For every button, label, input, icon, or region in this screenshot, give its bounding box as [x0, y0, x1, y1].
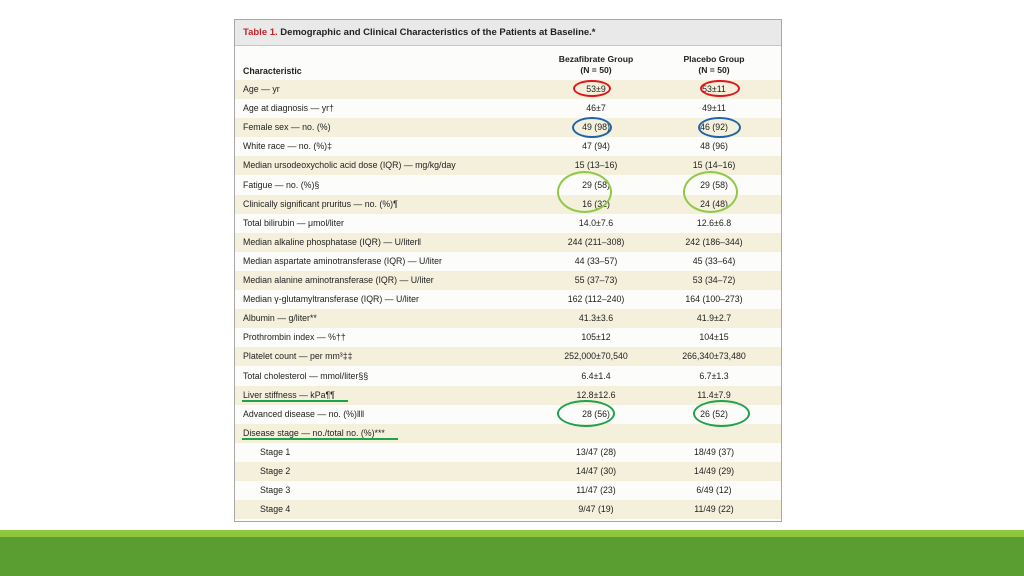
column-header-placebo-name: Placebo Group — [683, 54, 745, 64]
row-label: Female sex — no. (%) — [243, 122, 331, 133]
cell-placebo: 29 (58) — [700, 179, 728, 190]
cell-bezafibrate: 105±12 — [581, 332, 611, 343]
table-title — [235, 20, 781, 46]
table-row — [235, 443, 781, 462]
row-label: Fatigue — no. (%)§ — [243, 179, 320, 190]
table-row — [235, 214, 781, 233]
table-row — [235, 233, 781, 252]
cell-placebo: 53±11 — [702, 84, 726, 94]
table-row — [235, 347, 781, 366]
column-header-placebo — [649, 54, 779, 76]
cell-bezafibrate: 16 (32) — [582, 198, 610, 209]
cell-bezafibrate: 44 (33–57) — [574, 255, 618, 266]
column-header-characteristic: Characteristic — [243, 66, 302, 76]
column-header-bezafibrate-name: Bezafibrate Group — [558, 54, 634, 64]
table-row — [235, 118, 781, 137]
row-label: Platelet count — per mm³‡‡ — [243, 351, 353, 362]
row-label: Total cholesterol — mmol/liter§§ — [243, 370, 369, 381]
column-header-bezafibrate-n: (N = 50) — [580, 65, 612, 75]
table-row — [235, 252, 781, 271]
row-label: Advanced disease — no. (%)‖‖ — [243, 408, 365, 419]
cell-placebo: 6/49 (12) — [696, 485, 732, 496]
cell-bezafibrate: 14/47 (30) — [575, 466, 617, 476]
cell-placebo: 53 (34–72) — [692, 275, 736, 285]
row-label: Total bilirubin — μmol/liter — [243, 217, 344, 228]
row-label: Median γ-glutamyltransferase (IQR) — U/liter — [243, 294, 419, 305]
cell-placebo: 24 (48) — [700, 198, 728, 209]
cell-bezafibrate: 46±7 — [586, 103, 606, 114]
row-label: White race — no. (%)‡ — [243, 141, 332, 152]
cell-placebo: 6.7±1.3 — [699, 370, 729, 381]
row-label: Age at diagnosis — yr† — [243, 103, 334, 114]
cell-placebo: 242 (186–344) — [685, 236, 743, 247]
cell-bezafibrate: 9/47 (19) — [578, 504, 614, 515]
table-title-text: Demographic and Clinical Characteristics of the Patients at Baseline.* — [277, 27, 596, 38]
table-number: Table 1. — [243, 27, 278, 38]
table-row — [235, 405, 781, 424]
cell-placebo: 266,340±73,480 — [682, 351, 746, 362]
cell-bezafibrate: 162 (112–240) — [567, 294, 625, 305]
table-row — [235, 500, 781, 519]
cell-placebo: 14/49 (29) — [693, 466, 735, 476]
row-label: Stage 2 — [260, 466, 291, 476]
table-row — [235, 156, 781, 175]
cell-placebo: 46 (92) — [700, 122, 728, 133]
column-header-bezafibrate — [531, 54, 661, 76]
row-label: Median alanine aminotransferase (IQR) — U/liter — [243, 275, 434, 285]
row-label: Clinically significant pruritus — no. (%)¶ — [243, 198, 398, 209]
table-row — [235, 367, 781, 386]
cell-bezafibrate: 252,000±70,540 — [564, 351, 628, 362]
cell-bezafibrate: 15 (13–16) — [574, 160, 618, 171]
cell-placebo: 45 (33–64) — [692, 255, 736, 266]
cell-bezafibrate: 53±9 — [586, 84, 606, 94]
cell-placebo: 12.6±6.8 — [696, 217, 732, 228]
row-label: Age — yr — [243, 84, 280, 94]
cell-bezafibrate: 47 (94) — [582, 141, 610, 152]
row-label: Prothrombin index — %†† — [243, 332, 346, 343]
cell-placebo: 164 (100–273) — [685, 294, 743, 305]
row-label: Stage 4 — [260, 504, 291, 515]
table-row — [235, 462, 781, 481]
table-row — [235, 328, 781, 347]
cell-placebo: 11/49 (22) — [694, 504, 734, 515]
table-row — [235, 137, 781, 156]
cell-bezafibrate: 49 (98) — [582, 122, 610, 133]
cell-bezafibrate: 55 (37–73) — [574, 275, 618, 285]
cell-bezafibrate: 13/47 (28) — [575, 446, 617, 457]
cell-placebo: 49±11 — [702, 103, 726, 114]
table-row — [235, 481, 781, 500]
table-row — [235, 290, 781, 309]
table-row — [235, 176, 781, 195]
cell-placebo: 18/49 (37) — [693, 446, 735, 457]
cell-bezafibrate: 12.8±12.6 — [576, 389, 616, 400]
cell-bezafibrate: 41.3±3.6 — [578, 313, 614, 324]
row-label: Liver stiffness — kPa¶¶ — [243, 389, 335, 400]
row-label: Disease stage — no./total no. (%)*** — [243, 427, 385, 438]
row-label: Median alkaline phosphatase (IQR) — U/liter‖ — [243, 236, 422, 247]
cell-bezafibrate: 244 (211–308) — [567, 236, 625, 247]
row-label: Albumin — g/liter** — [243, 313, 317, 324]
table-panel — [234, 19, 782, 522]
cell-placebo: 26 (52) — [700, 408, 728, 419]
cell-bezafibrate: 11/47 (23) — [576, 485, 616, 496]
underline-disease-stage — [242, 438, 398, 440]
table-row — [235, 309, 781, 328]
cell-bezafibrate: 14.0±7.6 — [578, 217, 614, 228]
underline-liver-stiffness — [242, 400, 348, 402]
row-label: Stage 1 — [260, 446, 291, 457]
cell-placebo: 11.4±7.9 — [697, 389, 731, 400]
cell-placebo: 48 (96) — [700, 141, 728, 152]
footer-bar-dark — [0, 537, 1024, 576]
row-label: Median ursodeoxycholic acid dose (IQR) — mg/kg/day — [243, 160, 456, 171]
cell-placebo: 104±15 — [699, 332, 729, 343]
cell-bezafibrate: 6.4±1.4 — [581, 370, 611, 381]
cell-bezafibrate: 28 (56) — [582, 408, 610, 419]
footer-bar-light — [0, 530, 1024, 537]
table-row — [235, 195, 781, 214]
row-label: Stage 3 — [260, 485, 291, 496]
column-header-placebo-n: (N = 50) — [698, 65, 730, 75]
row-label: Median aspartate aminotransferase (IQR) — U/liter — [243, 255, 442, 266]
cell-placebo: 41.9±2.7 — [696, 313, 732, 324]
table-row — [235, 80, 781, 99]
cell-placebo: 15 (14–16) — [692, 160, 736, 171]
table-row — [235, 271, 781, 290]
table-row — [235, 99, 781, 118]
cell-bezafibrate: 29 (58) — [582, 179, 610, 190]
